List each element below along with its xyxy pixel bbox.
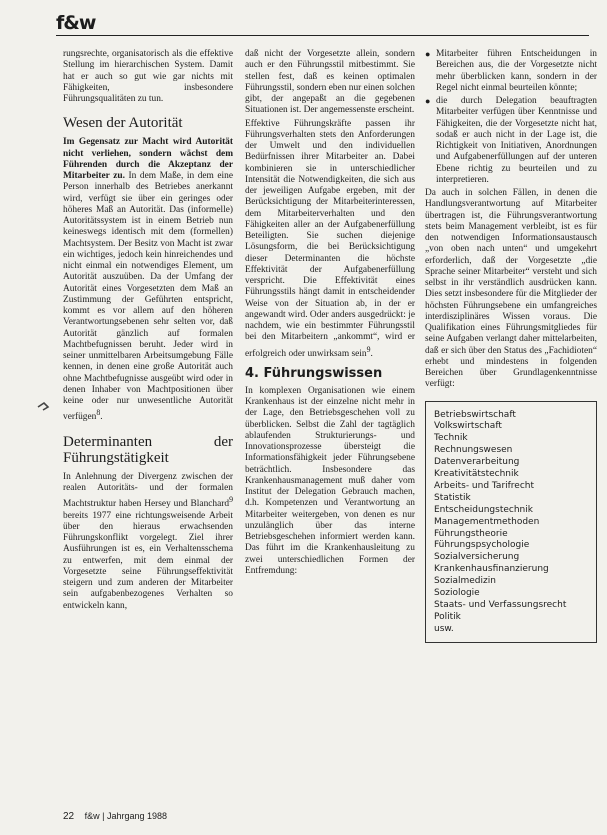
footnote-ref: 9 bbox=[229, 495, 233, 505]
footnote-ref: 8 bbox=[96, 408, 101, 418]
knowledge-paragraph: In komplexen Organisationen wie einem Krankenhaus ist der einzelne nicht mehr in der Lage, den Betriebsgeschehen voll zu überblicken. Selbst die Zahl der tagtäglich ablaufenden Strukturierungs- und Innovationsprozesse übersteigt die Informationsfähigkeit jeder Führungsebene beträchtlich. Insbesondere das Krankenhausmanagement muß daher vom Institut der Delegation Gebrauch machen, d.h. Kompetenzen und Verantwortung an Mitarbeiter weitergeben, von denen es nur unzulänglich über das interne Betriebsgeschehen informiert werden kann. Das führt im die Krankenhausleitung zu zwei unterschiedlichen Formen der Entfremdung: bbox=[245, 385, 415, 576]
section-heading-authority: Wesen der Autorität bbox=[63, 115, 183, 132]
authority-paragraph: Im Gegensatz zur Macht wird Autorität nicht verliehen, sondern wächst dem Führenden durch die Akzeptanz der Mitarbeiter zu. In dem Maße, in dem eine Person innerhalb des Betriebes anerkannt wird, verfügt sie über ein geringes oder höheres Maß an Autorität. Das (informelle) Autoritätssystem ist in einem Betrieb nun keineswegs identisch mit dem (formellen) Machtsystem. Der Besitz von Macht ist zwar ein wichtiges, jedoch kein hinreichendes und nicht einmal ein notwendiges Element, um Autorität auszuüben. Da der Umfang der Autorität eines Vorgesetzten dem Maß an Zustimmung der Geführten entspricht, kommt es vor allem auf den höheren Verantwortungsebenen sehr selten vor, daß Autorität gänzlich auf formalen Machtbefugnissen beruht. Jeder wird in seiner unmittelbaren Arbeitsumgebung Fälle kennen, in denen eine große Autorität auch ohne Machtbefugnisse ausgeübt wird oder in denen Inhaber von Machtpositionen über keine oder nur unwesentliche Autorität verfügen$^8$. bbox=[63, 137, 234, 423]
responsibility-paragraph: Da auch in solchen Fällen, in denen die Handlungsverantwortung auf Mitarbeiter übertragen ist, die Führungsverantwortung stets beim Management verbleibt, ist es für den notwendigen Informationsaustausch „von oben nach unten“ und umgekehrt erforderlich, daß der Vorgesetzte „die Sprache seiner Mitarbeiter“ versteht und sich selbst in ihr verständlich ausdrücken kann. Dies setzt insbesondere für die Mitglieder der höchsten Führungsebene ein umfangreiches interdisziplinäres Wissen voraus. Die Qualifikation eines Führungsmitgliedes für seine Aufgaben verlangt daher mittelarbeiten, daß er sich über den Status des „Fachidioten“ erhebt und mindestens in folgenden Bereichen über Grundlagenkenntnisse verfügt: bbox=[425, 188, 597, 390]
determinants-body-b: bereits 1977 eine richtungsweisende Arbeit über den hieraus erwachsenden Führungskonflikt vorgelegt. Ziel ihrer Ausführungen ist es, ein Verhaltensschema zu entwerfen, mit dem einmal der Vorgesetzte seine Führungseffektivität steigern und zum anderen der Mitarbeiter sein aufgabenbezogenes Verhalten so entwickeln kann, bbox=[63, 510, 233, 611]
list-item: Arbeits- und Tarifrecht bbox=[434, 480, 535, 491]
intro-paragraph: rungsrechte, organisatorisch als die effektive Stellung im hierarchischen System. Damit hat er auch so gut wie gar nichts mit Fähigkeiten, insbesondere Führungsqualitäten zu tun. bbox=[63, 49, 233, 104]
effective-leaders-body: Effektive Führungskräfte passen ihr Führungsverhalten stets den Anforderungen der Umwelt und den individuellen Bedürfnissen ihrer Mitarbeiter an. Dabei kombinieren sie in unterschiedlicher Intensität die Notwendigkeiten, die sich aus der jeweiligen Aufgabe ergeben, mit der Berücksichtigung der Mitarbeiterinteressen, dem Mitarbeiterverhalten und den Fähigkeiten aller an der Aufgabenerfüllung Beteiligten. Sie suchen diejenige Lösungsform, die bei Berücksichtigung dieser Determinanten die höchste Effektivität der Aufgabenerfüllung verspricht. Die Effektivität eines Führungsstils hängt damit in entscheidender Weise von der Situation ab, in der er angewandt wird. Oder anders ausgedrückt: je nachdem, wie ein bestimmter Führungsstil bei den Mitarbeitern „ankommt“, wird er erfolgreich oder unwirksam sein bbox=[245, 118, 415, 359]
list-item: usw. bbox=[434, 623, 454, 634]
page-number: 22 bbox=[63, 811, 75, 822]
list-item: Betriebswirtschaft bbox=[434, 409, 516, 420]
list-item: ● Mitarbeiter führen Entscheidungen in Bereichen aus, die der Vorgesetzte nicht mehr überblicken kann, sondern in der Regel nicht einmal beurteilen könnte; bbox=[425, 49, 597, 94]
section-heading-determinants: Determinanten der Führungstätigkeit bbox=[63, 433, 233, 466]
header-rule bbox=[56, 35, 589, 36]
determinants-paragraph bbox=[63, 472, 233, 612]
section-heading-knowledge: 4. Führungswissen bbox=[245, 365, 383, 381]
list-item: Entscheidungstechnik bbox=[434, 504, 533, 515]
list-item: Führungspsychologie bbox=[434, 540, 530, 551]
list-item: Rechnungswesen bbox=[434, 445, 513, 456]
effective-leaders-paragraph: Effektive Führungskräfte passen ihr Führungsverhalten stets den Anforderungen der Umwelt und den individuellen Bedürfnissen ihrer Mitarbeiter an. Dabei kombinieren sie in unterschiedlicher Intensität die Notwendigkeiten, die sich aus der jeweiligen Aufgabe ergeben, mit der Berücksichtigung der Mitarbeiterinteressen, dem Mitarbeiterverhalten und den Fähigkeiten aller an der Aufgabenerfüllung Beteiligten. Sie suchen diejenige Lösungsform, die bei Berücksichtigung dieser Determinanten die höchste Effektivität der Aufgabenerfüllung verspricht. Die Effektivität eines Führungsstils hängt damit in entscheidender Weise von der Situation ab, in der er angewandt wird. Oder anders ausgedrückt: je nachdem, wie ein bestimmter Führungsstil bei den Mitarbeitern „ankommt“, wird er erfolgreich oder unwirksam sein$^9$. bbox=[245, 118, 415, 359]
list-item: Sozialversicherung bbox=[434, 552, 520, 563]
alienation-list bbox=[425, 49, 597, 186]
list-item: Staats- und Verfassungsrecht bbox=[434, 600, 567, 610]
list-item: Krankenhausfinanzierung bbox=[434, 564, 549, 575]
column-middle bbox=[245, 49, 415, 579]
list-item: Volkswirtschaft bbox=[434, 421, 502, 432]
knowledge-areas-box bbox=[425, 401, 597, 643]
list-item: Politik bbox=[434, 611, 461, 622]
style-paragraph: daß nicht der Vorgesetzte allein, sondern auch er den Führungsstil mitbestimmt. Sie stellen fest, daß es keinen optimalen Führungsstil, sondern eben nur einen solchen gibt, der angepaßt an die gegebenen Situationen ist. Der angemessenste erscheint. bbox=[245, 49, 415, 116]
list-item: ● die durch Delegation beauftragten Mitarbeiter verfügen über Kenntnisse und Fähigkeiten, die der Vorgesetzte nicht hat, sodaß er auch nicht in der Lage ist, die Richtigkeit von Initiativen, Anordnungen und Aufgabenerfüllungen auf der unteren Ebene richtig zu beurteilen und zu interpretieren. bbox=[425, 96, 597, 186]
list-item: Sozialmedizin bbox=[434, 576, 496, 587]
column-left bbox=[63, 49, 233, 614]
journal-logo: f&w bbox=[56, 12, 96, 34]
list-item: Kreativitätstechnik bbox=[434, 469, 519, 480]
list-item: Managementmethoden bbox=[434, 516, 540, 527]
column-right bbox=[425, 49, 597, 643]
paper-clip-mark bbox=[36, 398, 52, 416]
list-item: Soziologie bbox=[434, 588, 480, 599]
authority-body: In dem Maße, in dem eine Person innerhalb des Betriebes anerkannt wird, verfügt sie über ein geringes oder höheres Maß an Autorität. Das (informelle) Autoritätssystem ist in einem Betrieb nun keineswegs identisch mit dem (formellen) Machtsystem. Der Besitz von Macht ist zwar ein wichtiges, jedoch kein hinreichendes und nicht einmal ein notwendiges Element, um Autorität auszuüben. Da der Umfang der Autorität eines Vorgesetzten dem Maß an Zustimmung der Geführten entspricht, kommt es vor allem auf den höheren Verantwortungsebenen sehr selten vor, daß Autorität gänzlich auf formalen Machtbefugnissen beruht. Jeder wird in seiner unmittelbaren Arbeitsumgebung Fälle kennen, in denen eine große Autorität auch ohne Machtbefugnisse ausgeübt wird oder in denen Inhaber von Machtpositionen über keine oder nur unwesentliche Autorität verfügen bbox=[63, 171, 234, 423]
lead-sentence: Im Gegensatz zur Macht wird Autorität nicht verliehen, sondern wächst dem Führenden durch die Akzeptanz der Mitarbeiter zu. bbox=[63, 137, 233, 181]
list-item: Statistik bbox=[434, 492, 471, 503]
list-item: Technik bbox=[434, 433, 468, 444]
footnote-ref: 9 bbox=[366, 344, 371, 354]
page-footer bbox=[63, 811, 167, 822]
determinants-body-a: In Anlehnung der Divergenz zwischen der realen Autoritäts- und der formalen Machtstruktur haben Hersey und Blanchard bbox=[63, 471, 233, 510]
list-item: Datenverarbeitung bbox=[434, 457, 520, 468]
journal-issue: f&w | Jahrgang 1988 bbox=[84, 811, 168, 821]
list-item: Führungstheorie bbox=[434, 528, 508, 539]
